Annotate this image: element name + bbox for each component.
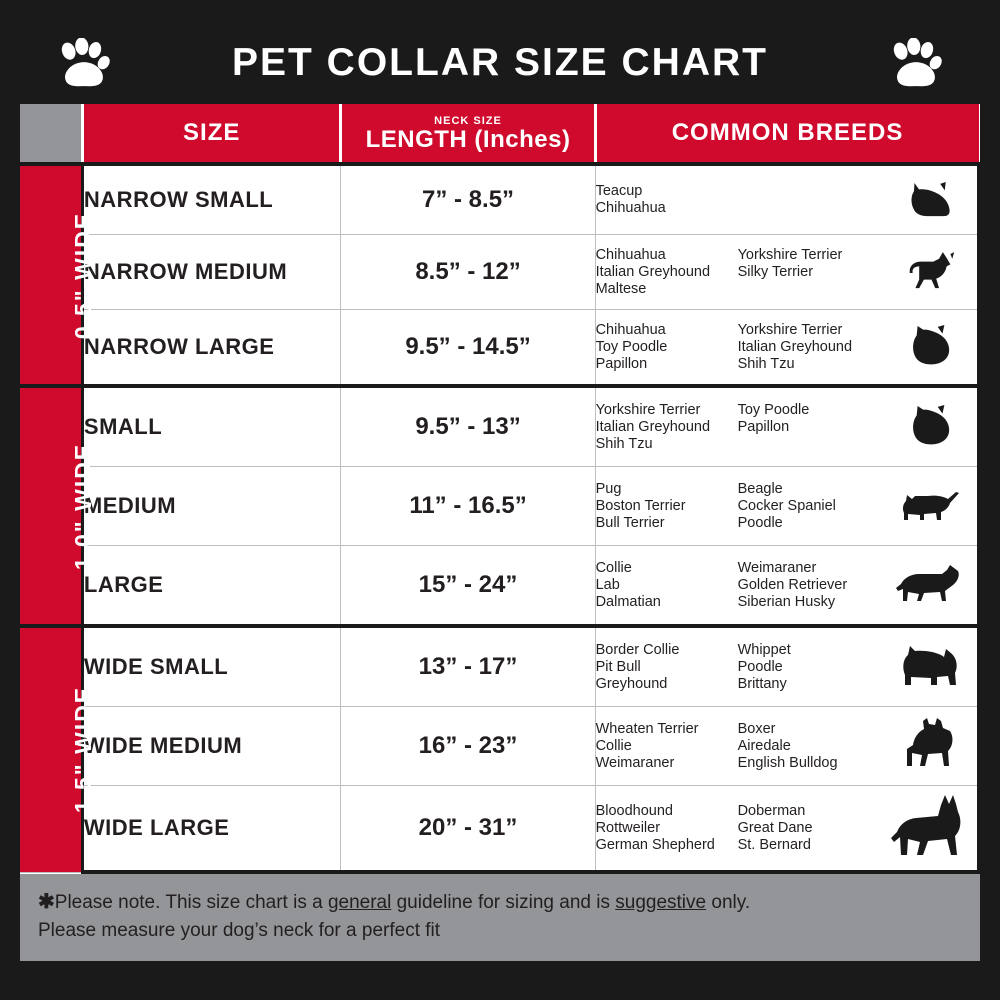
asterisk-icon: ✱	[38, 891, 55, 913]
row-breeds	[595, 386, 978, 467]
breed-item: Papillon	[737, 418, 790, 435]
row-length: 20” - 31”	[341, 786, 595, 873]
row-breeds	[595, 235, 978, 310]
dog-silhouette-papillon	[885, 325, 977, 369]
breed-item: Dalmatian	[595, 593, 661, 610]
row-length: 9.5” - 13”	[341, 386, 595, 467]
breed-item: Border Collie	[595, 641, 680, 658]
breed-item: Maltese	[595, 280, 647, 297]
row-breeds	[595, 546, 978, 627]
breeds-column-1	[596, 560, 738, 611]
dog-silhouette-papillon	[885, 405, 977, 449]
breed-item: Poodle	[737, 658, 783, 675]
breeds-column-2	[738, 322, 880, 373]
dog-silhouette-doberman	[885, 793, 977, 863]
breed-item: Italian Greyhound	[737, 338, 853, 355]
breed-item: Italian Greyhound	[595, 418, 711, 435]
footer-line2: Please measure your dog’s neck for a perfect fit	[38, 920, 441, 941]
breeds-column-2	[738, 183, 880, 217]
breeds-column-2	[738, 721, 880, 772]
header-length-sub: NECK SIZE	[434, 114, 502, 127]
dog-silhouette-yorkie	[885, 181, 977, 219]
breed-item: Bloodhound	[595, 802, 673, 819]
footer-line1-b: guideline for sizing and is	[391, 892, 616, 913]
row-breeds	[595, 707, 978, 786]
breed-item: Collie	[595, 559, 632, 576]
breed-item: Italian Greyhound	[595, 263, 711, 280]
breed-item: Teacup	[595, 183, 643, 199]
breed-item: Wheaten Terrier	[595, 720, 699, 737]
breed-item: Bull Terrier	[595, 514, 665, 531]
breed-item: German Shepherd	[595, 836, 715, 853]
breed-item: Boxer	[737, 720, 776, 737]
breeds-column-1	[596, 247, 738, 298]
row-length: 8.5” - 12”	[341, 235, 595, 310]
row-length: 16” - 23”	[341, 707, 595, 786]
group-width-label	[20, 626, 97, 872]
breed-item: Great Dane	[737, 819, 813, 836]
breeds-column-2	[738, 402, 880, 453]
breeds-column-1	[596, 183, 738, 217]
row-size: NARROW SMALL	[82, 164, 341, 235]
breed-item: Chihuahua	[595, 321, 666, 338]
row-length: 13” - 17”	[341, 626, 595, 707]
breed-item: Whippet	[737, 641, 791, 658]
dog-silhouette-pug	[885, 488, 977, 524]
dog-silhouette-bulldog	[885, 642, 977, 692]
breed-item: Shih Tzu	[595, 435, 653, 452]
header-length-main: LENGTH (Inches)	[365, 125, 571, 153]
table-row	[20, 310, 979, 387]
header-breeds: COMMON BREEDS	[595, 104, 978, 164]
breeds-column-2	[738, 560, 880, 611]
breed-item: Rottweiler	[595, 819, 661, 836]
row-breeds	[595, 467, 978, 546]
chart-header	[20, 22, 980, 104]
page-title: PET COLLAR SIZE CHART	[232, 41, 768, 84]
row-size: WIDE SMALL	[82, 626, 341, 707]
breed-item: Greyhound	[595, 675, 668, 692]
row-length: 11” - 16.5”	[341, 467, 595, 546]
breed-item: Pit Bull	[595, 658, 641, 675]
table-row	[20, 546, 979, 627]
table-row	[20, 626, 979, 707]
table-row	[20, 386, 979, 467]
row-breeds	[595, 626, 978, 707]
table-row	[20, 235, 979, 310]
table-header-row	[20, 104, 979, 164]
table-row	[20, 707, 979, 786]
row-length: 9.5” - 14.5”	[341, 310, 595, 387]
row-breeds	[595, 310, 978, 387]
row-breeds	[595, 164, 978, 235]
header-blank-cell	[20, 104, 82, 164]
breed-item: Shih Tzu	[737, 355, 795, 372]
footer-line1-a: Please note. This size chart is a	[54, 892, 328, 913]
breed-item: Airedale	[737, 737, 791, 754]
breed-item: Toy Poodle	[737, 401, 810, 418]
group-width-label	[20, 386, 97, 626]
row-size: SMALL	[82, 386, 341, 467]
row-breeds	[595, 786, 978, 873]
header-size: SIZE	[82, 104, 341, 164]
footer-underline-suggestive: suggestive	[615, 892, 707, 913]
row-size: WIDE MEDIUM	[82, 707, 341, 786]
header-length	[341, 104, 595, 164]
breed-item: Yorkshire Terrier	[595, 401, 701, 418]
breed-item: Toy Poodle	[595, 338, 668, 355]
group-width-text: 1.0" WIDE	[70, 442, 97, 570]
row-size: LARGE	[82, 546, 341, 627]
row-size: NARROW LARGE	[82, 310, 341, 387]
table-row	[20, 164, 979, 235]
breeds-column-2	[738, 481, 880, 532]
dog-silhouette-chihuahua	[885, 252, 977, 292]
breed-item: Beagle	[737, 480, 783, 497]
row-size: MEDIUM	[82, 467, 341, 546]
group-width-text: 1.5" WIDE	[70, 686, 97, 814]
breed-item: Yorkshire Terrier	[737, 321, 843, 338]
dog-silhouette-lab	[885, 563, 977, 607]
paw-icon	[888, 38, 944, 90]
row-length: 7” - 8.5”	[341, 164, 595, 235]
breeds-column-1	[596, 721, 738, 772]
breed-item: Poodle	[737, 514, 783, 531]
breed-item: Collie	[595, 737, 632, 754]
breed-item: Lab	[595, 576, 620, 593]
breed-item: St. Bernard	[737, 836, 811, 853]
breeds-column-2	[738, 642, 880, 693]
table-row	[20, 467, 979, 546]
breed-item: Yorkshire Terrier	[737, 246, 843, 263]
breeds-column-2	[738, 247, 880, 298]
breed-item: English Bulldog	[737, 754, 838, 771]
row-length: 15” - 24”	[341, 546, 595, 627]
row-size: WIDE LARGE	[82, 786, 341, 873]
breed-item: Cocker Spaniel	[737, 497, 836, 514]
footer-note	[20, 874, 980, 961]
breeds-column-1	[596, 322, 738, 373]
breeds-column-2	[738, 803, 880, 854]
breed-item: Brittany	[737, 675, 787, 692]
breed-item: Silky Terrier	[737, 263, 814, 280]
breed-item: Chihuahua	[595, 200, 666, 216]
size-table	[20, 104, 980, 874]
group-width-text: 0.5" WIDE	[70, 211, 97, 339]
breed-item: Chihuahua	[595, 246, 666, 263]
breeds-column-1	[596, 481, 738, 532]
breeds-column-1	[596, 402, 738, 453]
breeds-column-1	[596, 642, 738, 693]
breed-item: Weimaraner	[595, 754, 675, 771]
row-size: NARROW MEDIUM	[82, 235, 341, 310]
breed-item: Pug	[595, 480, 622, 497]
paw-icon	[56, 38, 112, 90]
breed-item: Doberman	[737, 802, 806, 819]
breed-item: Boston Terrier	[595, 497, 686, 514]
group-width-label	[20, 164, 97, 386]
footer-line1-c: only.	[706, 892, 751, 913]
breed-item: Siberian Husky	[737, 593, 836, 610]
table-row	[20, 786, 979, 873]
breed-item: Weimaraner	[737, 559, 817, 576]
breed-item: Papillon	[595, 355, 648, 372]
dog-silhouette-boxer	[885, 718, 977, 774]
breed-item: Golden Retriever	[737, 576, 848, 593]
footer-underline-general: general	[327, 892, 392, 913]
breeds-column-1	[596, 803, 738, 854]
